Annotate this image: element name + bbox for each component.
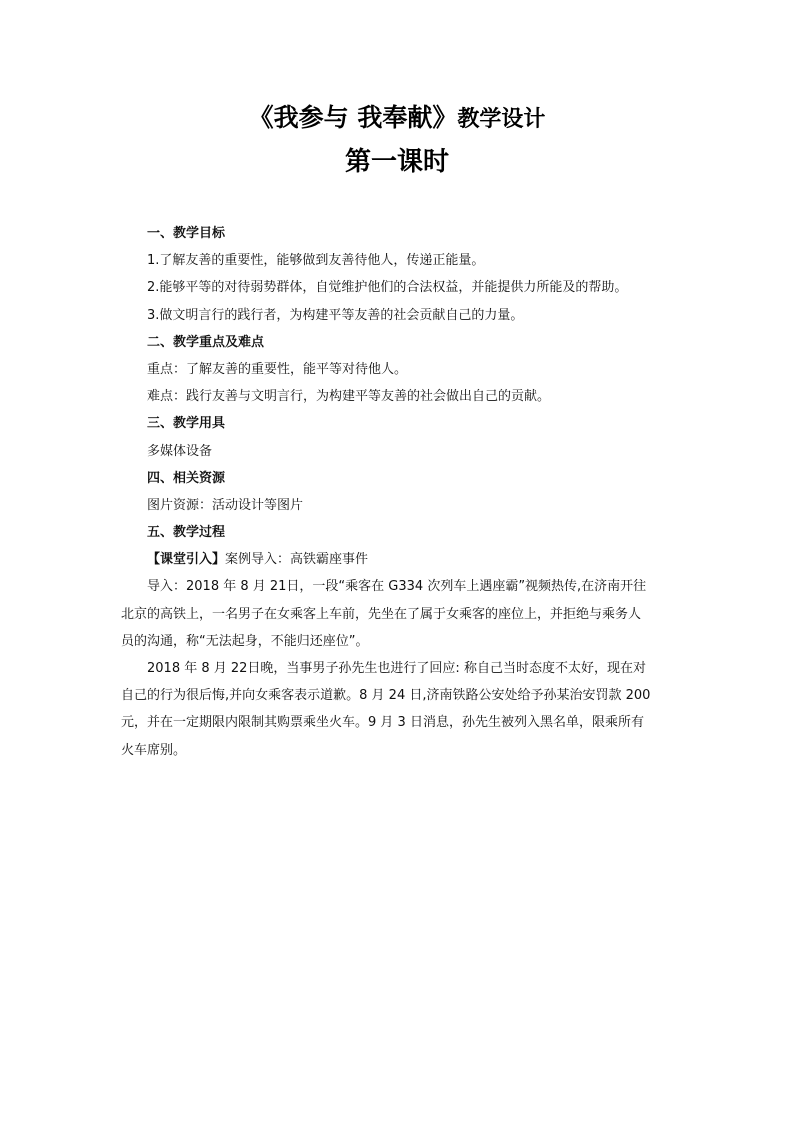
document-subtitle: 第一课时 — [344, 147, 449, 177]
class-intro-label: 【课堂引入】 — [147, 552, 226, 568]
key-point-text: 重点：了解友善的重要性，能平等对待他人。 — [147, 361, 408, 377]
class-intro-text: 案例导入：高铁霸座事件 — [225, 552, 369, 568]
section-heading-key-points: 二、教学重点及难点 — [147, 334, 265, 350]
objective-item-1: 1.了解友善的重要性，能够做到友善待他人，传递正能量。 — [147, 253, 485, 269]
objective-item-3: 3.做文明言行的践行者，为构建平等友善的社会贡献自己的力量。 — [147, 307, 524, 323]
case-paragraph-2-line-1: 2018 年 8 月 22日晚，当事男子孙先生也进行了回应: 称自己当时态度不太好，现在对 — [147, 661, 646, 676]
case-paragraph-2-line-2: 自己的行为很后悔,并向女乘客表示道歉。8 月 24 日,济南铁路公安处给予孙某治安罚款 200 — [121, 688, 651, 704]
section-heading-resources: 四、相关资源 — [147, 470, 226, 486]
case-paragraph-2-line-3: 元，并在一定期限内限制其购票乘坐火车。9 月 3 日消息，孙先生被列入黑名单，限乘所有 — [121, 715, 644, 731]
document-body — [121, 220, 675, 764]
section-heading-objectives: 一、教学目标 — [147, 226, 226, 241]
section-heading-process: 五、教学过程 — [147, 525, 226, 541]
case-paragraph-2-line-4: 火车席别。 — [121, 742, 187, 758]
case-paragraph-1-line-1: 导入：2018 年 8 月 21日，一段“乘客在 G334 次列车上遇座霸”视频热传,在济南开往 — [147, 579, 647, 595]
case-paragraph-1-line-2: 北京的高铁上，一名男子在女乘客上车前，先坐在了属于女乘客的座位上，并拒绝与乘务人 — [121, 606, 642, 622]
difficult-point-text: 难点：践行友善与文明言行，为构建平等友善的社会做出自己的贡献。 — [147, 389, 551, 405]
resources-text: 图片资源：活动设计等图片 — [147, 497, 304, 513]
title-main: 《我参与 我奉献》 — [248, 103, 458, 132]
document-title — [0, 98, 794, 134]
case-paragraph-1-line-3: 员的沟通，称“无法起身，不能归还座位”。 — [121, 633, 369, 649]
tools-text: 多媒体设备 — [147, 443, 213, 459]
class-intro-line — [147, 546, 675, 573]
objective-item-2: 2.能够平等的对待弱势群体，自觉维护他们的合法权益，并能提供力所能及的帮助。 — [147, 280, 628, 296]
section-heading-tools: 三、教学用具 — [147, 416, 226, 432]
title-suffix: 教学设计 — [457, 107, 546, 132]
